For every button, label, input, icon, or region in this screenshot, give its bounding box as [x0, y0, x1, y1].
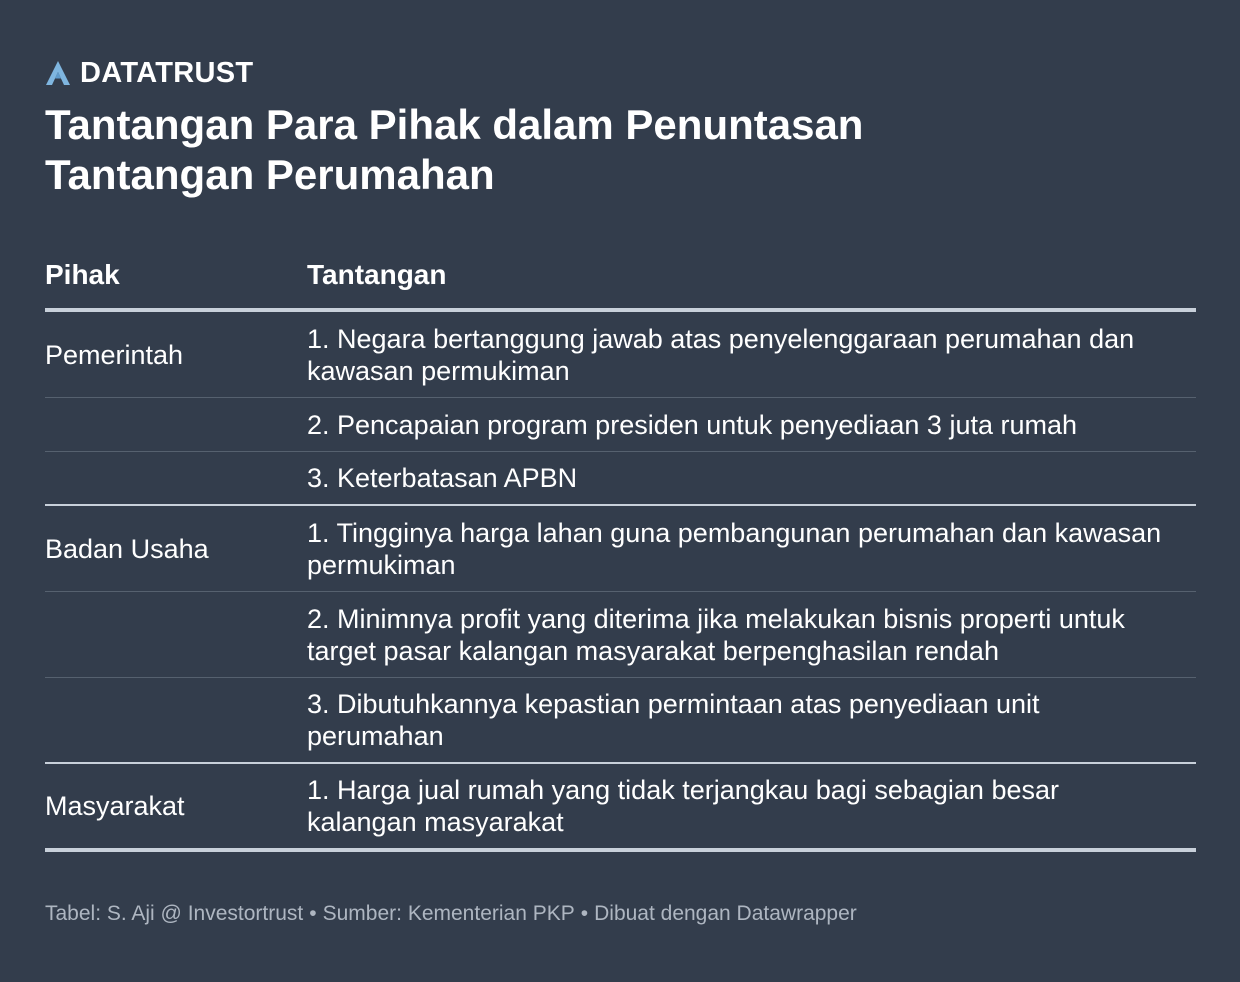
cell-tantangan: 1. Harga jual rumah yang tidak terjangkau bagi sebagian besar kalangan masyarakat: [307, 775, 1059, 837]
header-pihak: Pihak: [45, 259, 120, 290]
cell-pihak: [45, 452, 295, 504]
footer-tool: Dibuat dengan Datawrapper: [594, 902, 857, 925]
cell-tantangan: 3. Dibutuhkannya kepastian permintaan atas penyediaan unit perumahan: [307, 689, 1040, 751]
table-row: [45, 312, 1196, 398]
footer-separator: •: [580, 902, 589, 925]
header-tantangan: Tantangan: [307, 259, 447, 290]
table-row: [45, 764, 1196, 852]
table-row: [45, 452, 1196, 506]
cell-pihak: [45, 592, 295, 677]
brand: [45, 58, 253, 88]
cell-tantangan: 2. Minimnya profit yang diterima jika melakukan bisnis properti untuk target pasar kalangan masyarakat berpenghasilan rendah: [307, 603, 1125, 666]
table-header: [45, 250, 1196, 312]
brand-name: DATATRUST: [80, 56, 254, 89]
title-line-1: Tantangan Para Pihak dalam Penuntasan: [45, 101, 864, 148]
footer-credit: Tabel: S. Aji @ Investortrust: [45, 902, 304, 925]
cell-pihak: Masyarakat: [45, 791, 185, 821]
table-row: [45, 398, 1196, 452]
title-line-2: Tantangan Perumahan: [45, 151, 495, 198]
cell-tantangan: 1. Negara bertanggung jawab atas penyelenggaraan perumahan dan kawasan permukiman: [307, 323, 1135, 386]
cell-pihak: Pemerintah: [45, 339, 184, 370]
cell-tantangan: 1. Tingginya harga lahan guna pembangunan perumahan dan kawasan permukiman: [307, 517, 1162, 580]
datatrust-logo-icon: [45, 60, 71, 86]
cell-pihak: [45, 678, 295, 762]
cell-pihak: Badan Usaha: [45, 533, 209, 564]
challenges-table: [45, 250, 1196, 852]
footer-notes: [45, 902, 857, 926]
table-row: [45, 506, 1196, 592]
table-row: [45, 592, 1196, 678]
cell-tantangan: 2. Pencapaian program presiden untuk penyediaan 3 juta rumah: [307, 409, 1078, 440]
footer-separator: •: [309, 902, 317, 925]
page-title: [45, 100, 1195, 200]
table-row: [45, 678, 1196, 764]
cell-pihak: [45, 398, 295, 451]
cell-tantangan: 3. Keterbatasan APBN: [307, 463, 578, 493]
footer-source: Sumber: Kementerian PKP: [322, 902, 575, 925]
